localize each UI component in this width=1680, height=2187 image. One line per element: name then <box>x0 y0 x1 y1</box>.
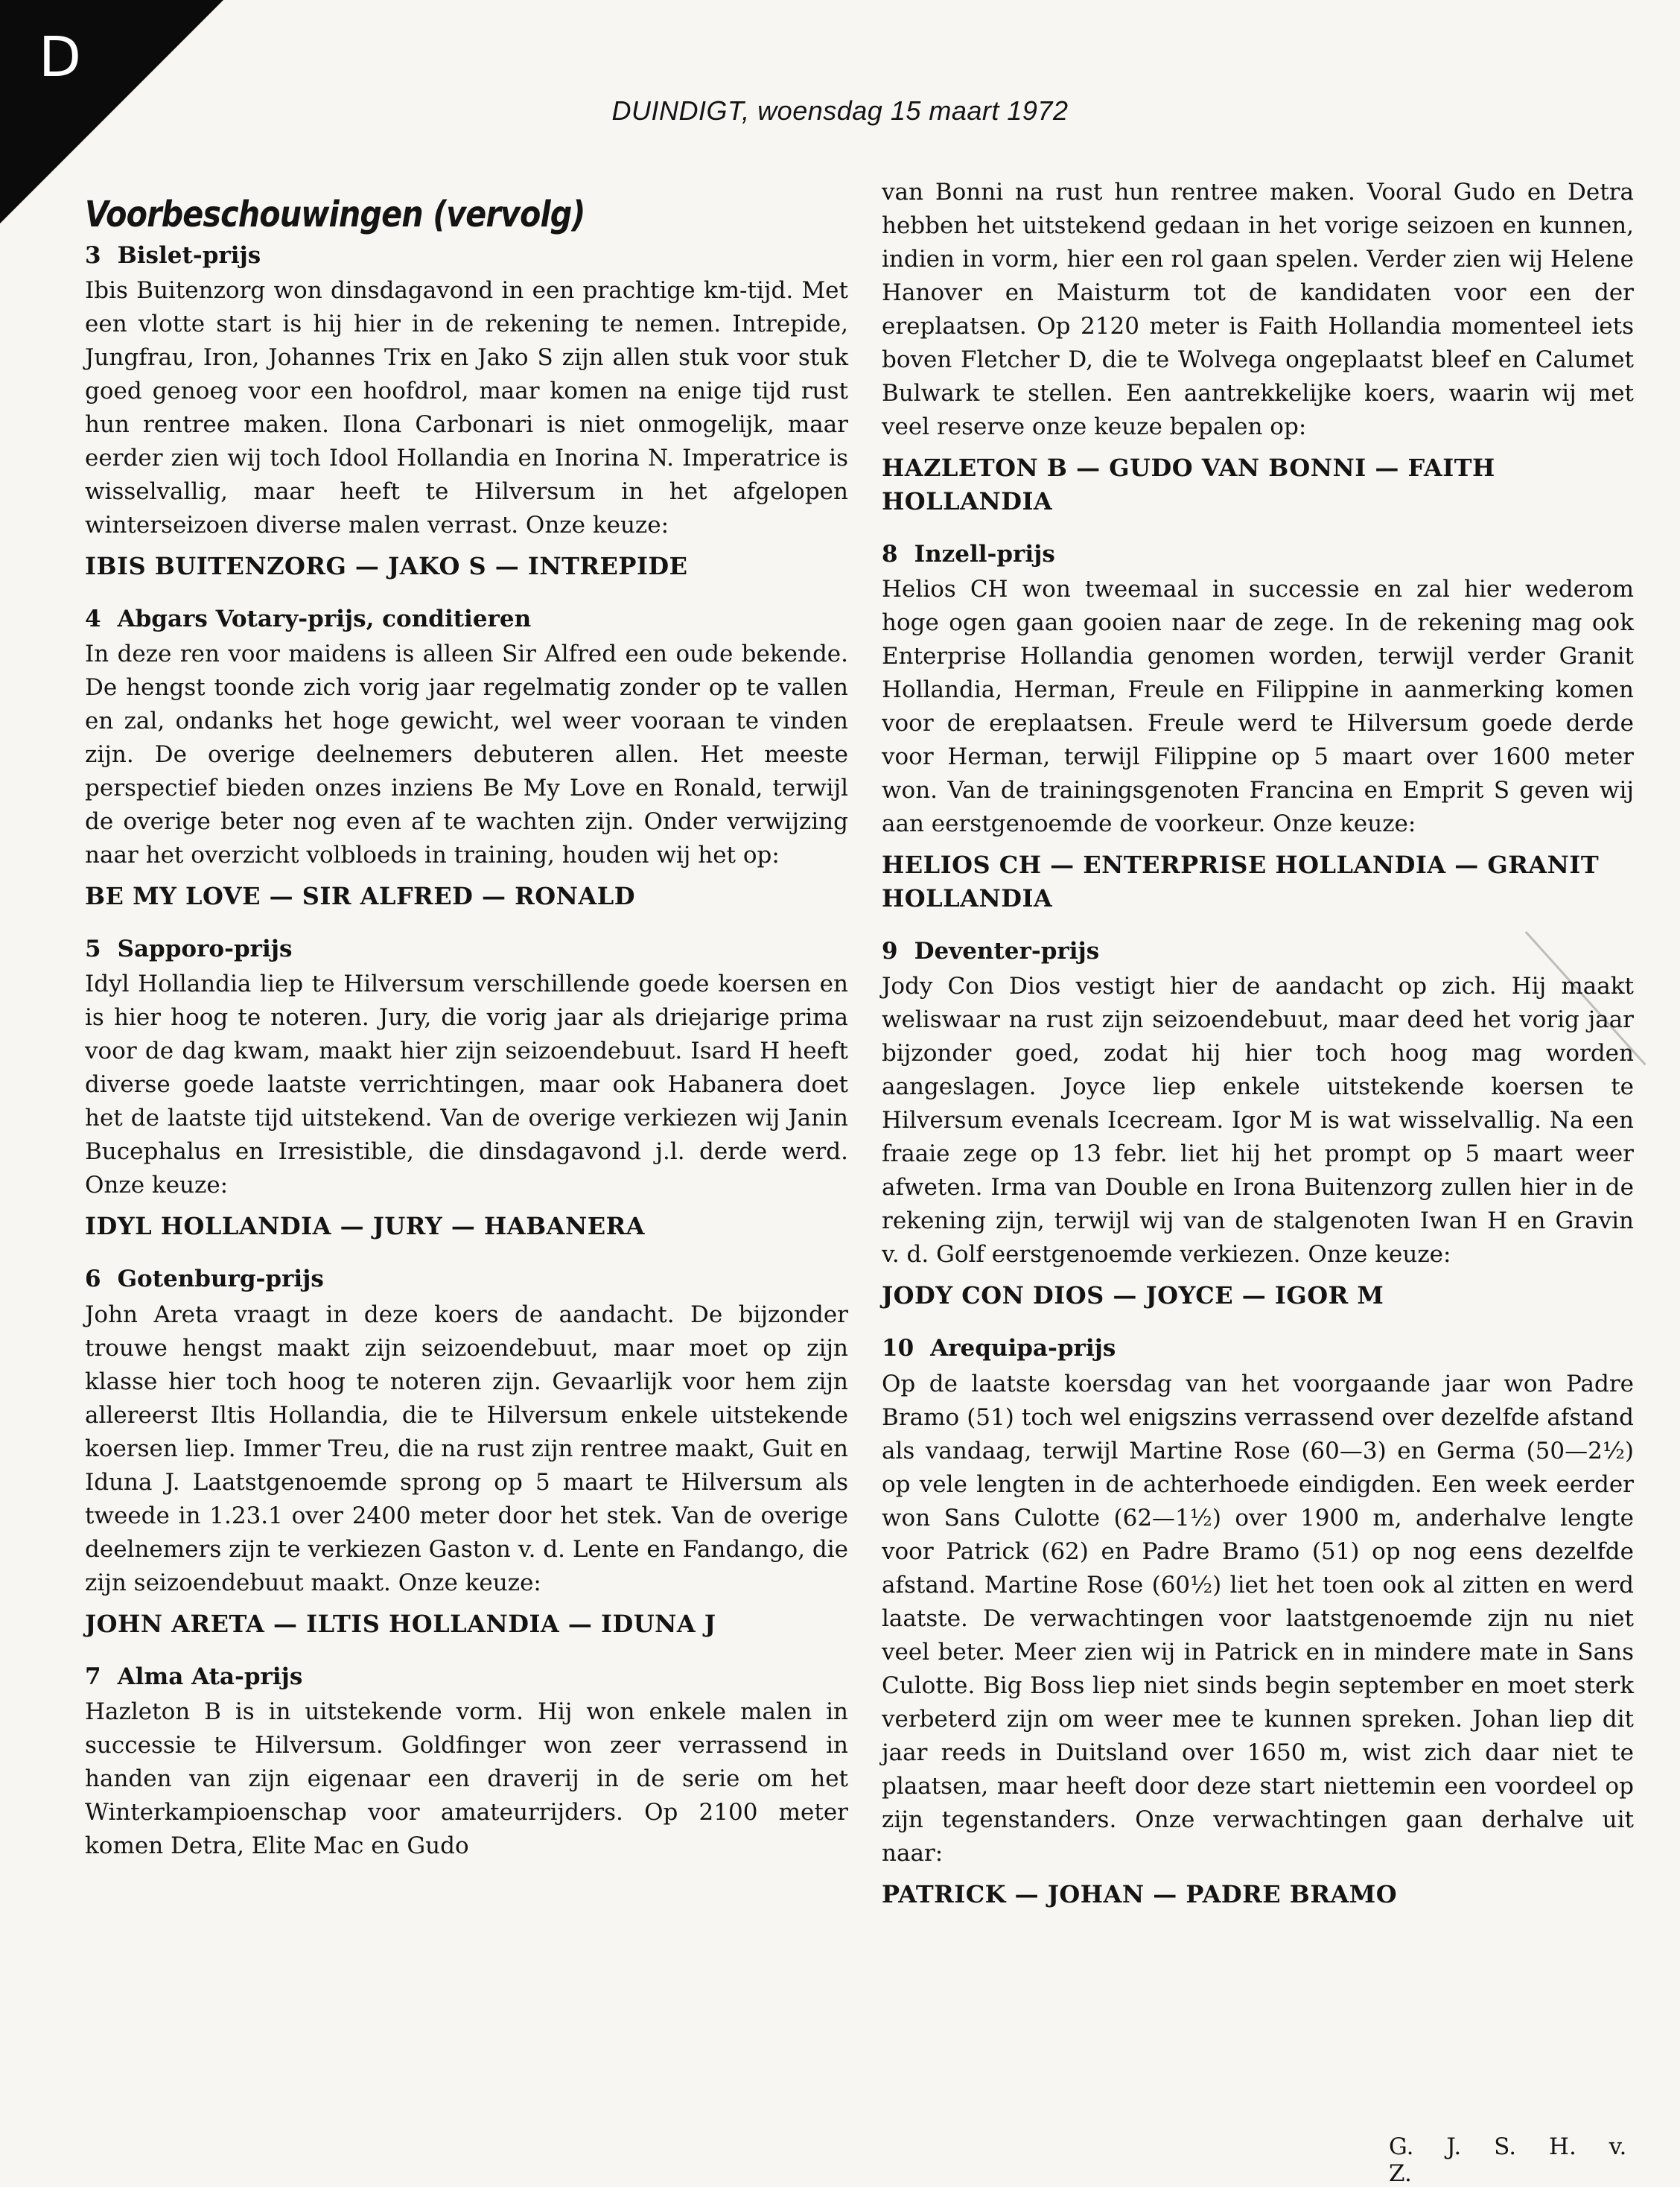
race-text: Ibis Buitenzorg won dinsdagavond in een prachtige km-tijd. Met een vlotte start is hij hier in de rekening te nemen. Intrepide, Jungfrau, Iron, Johannes Trix en Jako S zijn allen stuk voor stuk goed genoeg voor een hoofdrol, maar komen na enige tijd rust hun rentree maken. Ilona Carbonari is niet onmogelijk, maar eerder zien wij toch Idool Hollandia en Inorina N. Imperatrice is wisselvallig, maar heeft te Hilversum in het afgelopen winterseizoen diverse malen verrast. Onze keuze: <box>85 276 848 539</box>
race-heading <box>882 938 1634 965</box>
race-pick: JOHN ARETA — ILTIS HOLLANDIA — IDUNA J <box>85 1609 716 1638</box>
right-column <box>882 176 1634 1934</box>
masthead: DUINDIGT, woensdag 15 maart 1972 <box>611 95 1069 126</box>
race-number: 5 <box>85 936 101 963</box>
race-number: 6 <box>85 1266 101 1293</box>
race-name: Bislet-prijs <box>117 241 261 269</box>
race-text: John Areta vraagt in deze koers de aandacht. De bijzonder trouwe hengst maakt zijn seizoendebuut, maar moet op zijn klasse hier toch hoog te noteren zijn. Gevaarlijk voor hem zijn allereerst Iltis Hollandia, die te Hilversum enkele uitstekende koersen liep. Immer Treu, die na rust zijn rentree maakt, Guit en Iduna J. Laatstgenoemde sprong op 5 maart te Hilversum als tweede in 1.23.1 over 2400 meter door het stek. Van de overige deelnemers zijn te verkiezen Gaston v. d. Lente en Fandango, die zijn seizoendebuut maakt. Onze keuze: <box>85 1301 849 1596</box>
race-number: 8 <box>882 541 898 568</box>
race-name: Abgars Votary-prijs, conditieren <box>117 605 532 632</box>
race-heading <box>85 936 848 963</box>
race-pick: JODY CON DIOS — JOYCE — IGOR M <box>882 1281 1384 1310</box>
race-pick: IBIS BUITENZORG — JAKO S — INTREPIDE <box>85 551 688 580</box>
left-column <box>85 179 848 1864</box>
section-title: Voorbeschouwingen (vervolg) <box>85 194 585 235</box>
race-name: Arequipa-prijs <box>930 1335 1116 1362</box>
race-text: Helios CH won tweemaal in successie en zal hier wederom hoge ogen gaan gooien naar de zege. In de rekening mag ook Enterprise Hollandia genomen worden, terwijl verder Granit Hollandia, Herman, Freule en Filippine in aanmerking komen voor de ereplaatsen. Freule werd te Hilversum goede derde voor Herman, terwijl Filippine op 5 maart over 1600 meter won. Van de trainingsgenoten Francina en Emprit S geven wij aan eerstgenoemde de voorkeur. Onze keuze: <box>882 576 1634 838</box>
race-heading <box>882 1335 1634 1362</box>
race-heading <box>85 1266 848 1293</box>
race-heading <box>85 1663 848 1691</box>
race-pick: HELIOS CH — ENTERPRISE HOLLANDIA — GRANIT HOLLANDIA <box>882 851 1600 913</box>
race-name: Alma Ata-prijs <box>117 1663 303 1690</box>
race-pick: IDYL HOLLANDIA — JURY — HABANERA <box>85 1212 645 1241</box>
race-number: 7 <box>85 1663 101 1690</box>
race-number: 9 <box>882 938 898 965</box>
race-block <box>882 938 1634 1312</box>
race-block <box>85 936 848 1243</box>
race-name: Sapporo-prijs <box>117 936 293 963</box>
race-text-continued: van Bonni na rust hun rentree maken. Vooral Gudo en Detra hebben het uitstekend gedaan in het vorige seizoen en kunnen, indien in vorm, hier een rol gaan spelen. Verder zien wij Helene Hanover en Maisturm tot de kandidaten voor een der ereplaatsen. Op 2120 meter is Faith Hollandia momenteel iets boven Fletcher D, die te Wolvega ongeplaatst bleef en Calumet Bulwark te stellen. Een aantrekkelijke koers, waarin wij met veel reserve onze keuze bepalen op: <box>882 179 1634 440</box>
race-block <box>85 1266 848 1640</box>
race-block <box>882 541 1634 915</box>
race-text: In deze ren voor maidens is alleen Sir Alfred een oude bekende. De hengst toonde zich vorig jaar regelmatig zonder op te vallen en zal, ondanks het hoge gewicht, wel weer vooraan te vinden zijn. De overige deelnemers debuteren allen. Het meeste perspectief bieden onzes inziens Be My Love en Ronald, terwijl de overige beter nog even af te wachten zijn. Onder verwijzing naar het overzicht volbloeds in training, houden wij het op: <box>85 641 848 869</box>
race-text: Idyl Hollandia liep te Hilversum verschillende goede koersen en is hier hoog te noteren. Jury, die vorig jaar als driejarige prima voor de dag kwam, maakt hier zijn seizoendebuut. Isard H heeft diverse goede laatste verrichtingen, maar ook Habanera doet het de laatste tijd uitstekend. Van de overige verkiezen wij Janin Bucephalus en Irresistible, die dinsdagavond j.l. derde werd. Onze keuze: <box>85 971 848 1199</box>
author-signature: G. J. S. H. v. Z. <box>1389 2133 1627 2187</box>
race-number: 10 <box>882 1335 914 1362</box>
race-continuation <box>882 176 1634 518</box>
race-name: Deventer-prijs <box>914 938 1100 965</box>
race-name: Gotenburg-prijs <box>117 1266 324 1293</box>
race-number: 3 <box>85 241 101 269</box>
race-text: Op de laatste koersdag van het voorgaande jaar won Padre Bramo (51) toch wel enigszins verrassend over dezelfde afstand als vandaag, terwijl Martine Rose (60—3) en Germa (50—2½) op vele lengten in de achterhoede eindigden. Een week eerder won Sans Culotte (62—1½) over 1900 m, anderhalve lengte voor Patrick (62) en Padre Bramo (51) op nog eens dezelfde afstand. Martine Rose (60½) liet het toen ook al zitten en werd laatste. De verwachtingen voor laatstgenoemde zijn nu niet veel beter. Meer zien wij in Patrick en in mindere mate in Sans Culotte. Big Boss liep niet sinds begin september en moet sterk verbeterd zijn om weer mee te kunnen spreken. Johan liep dit jaar reeds in Duitsland over 1650 m, wist zich daar niet te plaatsen, maar heeft door deze start niettemin een voordeel op zijn tegenstanders. Onze verwachtingen gaan derhalve uit naar: <box>882 1370 1634 1867</box>
race-number: 4 <box>85 605 101 632</box>
race-heading <box>85 242 848 270</box>
race-pick: BE MY LOVE — SIR ALFRED — RONALD <box>85 882 635 911</box>
race-heading <box>882 541 1634 568</box>
race-heading <box>85 606 848 633</box>
race-pick: PATRICK — JOHAN — PADRE BRAMO <box>882 1879 1398 1908</box>
race-block <box>85 606 848 913</box>
race-block <box>85 1663 848 1863</box>
race-block <box>85 242 848 583</box>
race-text: Hazleton B is in uitstekende vorm. Hij won enkele malen in successie te Hilversum. Goldfinger won zeer verrassend in handen van zijn eigenaar een draverij in de serie om het Winterkampioenschap voor amateurrijders. Op 2100 meter komen Detra, Elite Mac en Gudo <box>85 1698 848 1859</box>
race-name: Inzell-prijs <box>914 541 1055 568</box>
race-block <box>882 1335 1634 1911</box>
race-text: Jody Con Dios vestigt hier de aandacht op zich. Hij maakt weliswaar na rust zijn seizoendebuut, maar deed het vorig jaar bijzonder goed, zodat hij hier toch hoog mag worden aangeslagen. Joyce liep enkele uitstekende koersen te Hilversum evenals Icecream. Igor M is wat wisselvallig. Na een fraaie zege op 13 febr. liet hij het prompt op 5 maart weer afweten. Irma van Double en Irona Buitenzorg zullen hier in de rekening zijn, terwijl wij van de stalgenoten Iwan H en Gravin v. d. Golf eerstgenoemde verkiezen. Onze keuze: <box>882 973 1634 1269</box>
race-pick: HAZLETON B — GUDO VAN BONNI — FAITH HOLLANDIA <box>882 454 1495 515</box>
section-letter: D <box>39 25 81 89</box>
